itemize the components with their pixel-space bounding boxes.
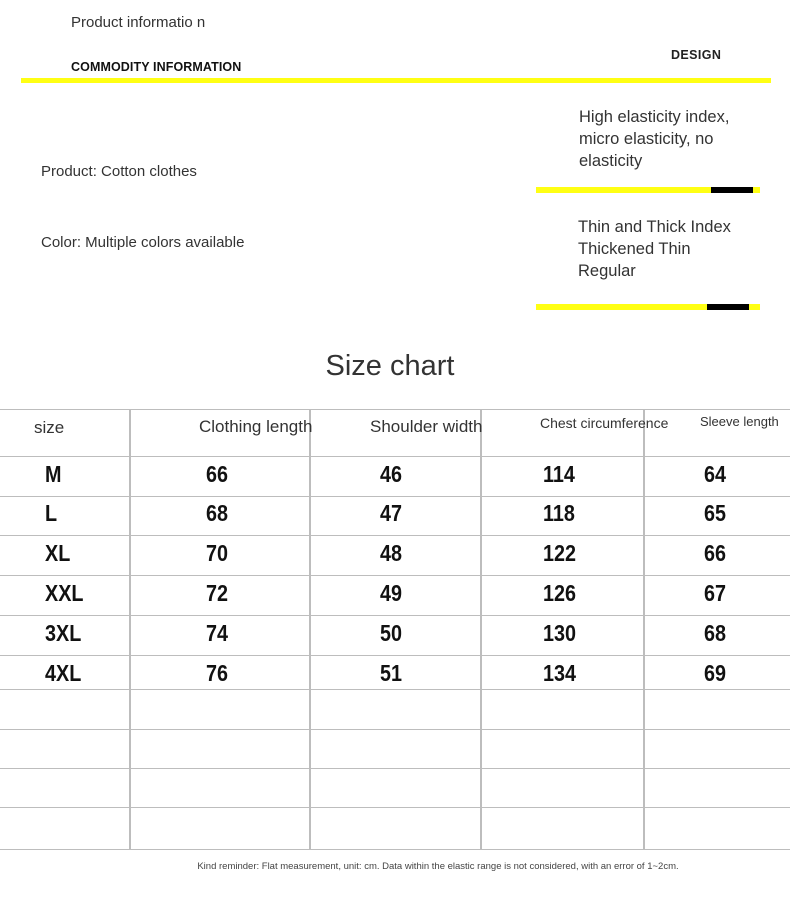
size-cell: L <box>45 500 58 526</box>
measurement-cell: 50 <box>380 620 403 646</box>
column-header: Sleeve length <box>700 414 779 429</box>
table-row-divider <box>0 496 790 497</box>
measurement-cell: 70 <box>206 540 229 566</box>
measurement-cell: 68 <box>206 500 229 526</box>
header-divider <box>21 78 771 83</box>
table-column-divider <box>480 409 482 850</box>
elasticity-line-1: High elasticity index, <box>579 108 730 126</box>
measurement-cell: 68 <box>704 620 727 646</box>
size-cell: XXL <box>45 580 84 606</box>
table-row-divider <box>0 575 790 576</box>
table-row-divider <box>0 615 790 616</box>
measurement-cell: 76 <box>206 660 229 686</box>
product-name: Product: Cotton clothes <box>41 163 197 180</box>
index-bar-tail <box>753 187 760 193</box>
measurement-cell: 130 <box>543 620 577 646</box>
measurement-cell: 114 <box>543 461 575 487</box>
table-column-divider <box>309 409 311 850</box>
thickness-line-1: Thin and Thick Index <box>578 218 731 236</box>
elasticity-bar <box>536 187 760 193</box>
elasticity-bar-fill <box>536 187 711 193</box>
table-row-divider <box>0 768 790 769</box>
elasticity-bar-marker <box>711 187 753 193</box>
table-row-divider <box>0 655 790 656</box>
measurement-cell: 48 <box>380 540 403 566</box>
measurement-cell: 134 <box>543 660 577 686</box>
table-row-divider <box>0 807 790 808</box>
thickness-bar-fill <box>536 304 707 310</box>
design-label: DESIGN <box>671 48 722 62</box>
measurement-cell: 66 <box>704 540 727 566</box>
size-table <box>0 409 790 850</box>
measurement-cell: 47 <box>380 500 403 526</box>
size-cell: XL <box>45 540 71 566</box>
measurement-cell: 69 <box>704 660 727 686</box>
size-cell: 4XL <box>45 660 82 686</box>
size-chart-title: Size chart <box>325 350 455 382</box>
measurement-cell: 51 <box>380 660 403 686</box>
measurement-cell: 126 <box>543 580 577 606</box>
table-row-divider <box>0 535 790 536</box>
column-header: Shoulder width <box>370 417 483 436</box>
column-header: Chest circumference <box>540 415 669 431</box>
table-column-divider <box>643 409 645 850</box>
elasticity-line-2: micro elasticity, no <box>579 130 714 148</box>
table-row-divider <box>0 456 790 457</box>
thickness-bar-marker <box>707 304 749 310</box>
measurement-cell: 65 <box>704 500 727 526</box>
thickness-index <box>578 216 768 282</box>
elasticity-line-3: elasticity <box>579 152 643 170</box>
size-cell: M <box>45 461 62 487</box>
measurement-cell: 66 <box>206 461 229 487</box>
measurement-cell: 46 <box>380 461 403 487</box>
column-header: size <box>34 418 65 437</box>
thickness-bar <box>536 304 760 310</box>
measurement-cell: 64 <box>704 461 727 487</box>
measurement-cell: 49 <box>380 580 403 606</box>
page-header-title: Product informatio n <box>71 14 206 31</box>
page-header-subtitle: COMMODITY INFORMATION <box>71 60 242 74</box>
measurement-cell: 122 <box>543 540 577 566</box>
product-color: Color: Multiple colors available <box>41 234 245 251</box>
column-header: Clothing length <box>199 417 313 436</box>
measurement-cell: 118 <box>543 500 575 526</box>
thickness-line-2: Thickened Thin <box>578 240 691 258</box>
elasticity-index <box>579 106 769 172</box>
measurement-cell: 67 <box>704 580 727 606</box>
measurement-cell: 72 <box>206 580 229 606</box>
table-row-divider <box>0 409 790 410</box>
thickness-line-3: Regular <box>578 262 636 280</box>
table-row-divider <box>0 849 790 850</box>
table-column-divider <box>129 409 131 850</box>
table-row-divider <box>0 729 790 730</box>
index-bar-tail <box>749 304 760 310</box>
measurement-cell: 74 <box>206 620 229 646</box>
table-row-divider <box>0 689 790 690</box>
size-cell: 3XL <box>45 620 82 646</box>
kind-reminder: Kind reminder: Flat measurement, unit: cm. Data within the elastic range is not considered, with an error of 1~2cm. <box>197 861 679 872</box>
